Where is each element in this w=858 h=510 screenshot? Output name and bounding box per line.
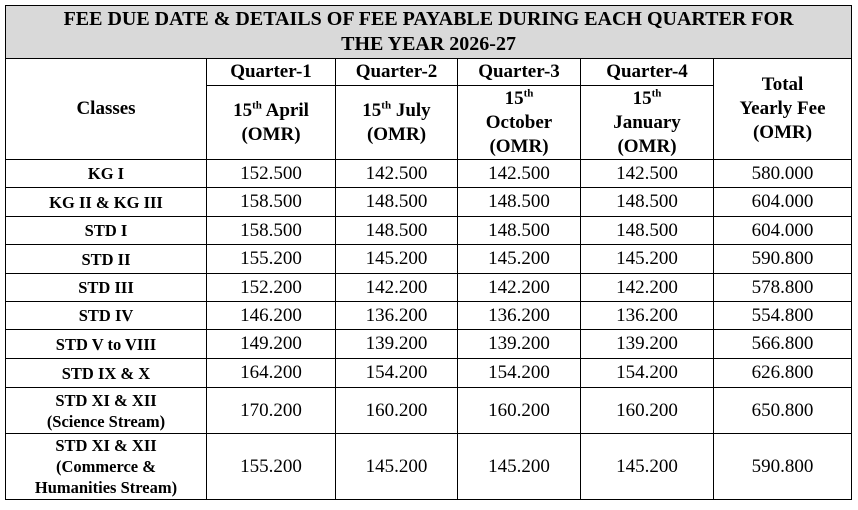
quarter-4-due-date <box>581 86 714 160</box>
q1-day: 15 <box>233 99 253 121</box>
class-name-line: KG I <box>87 164 125 183</box>
q1-fee-cell: 170.200 <box>207 388 336 434</box>
class-name-cell <box>6 434 207 500</box>
class-name-line: (Science Stream) <box>46 411 166 431</box>
quarter-4-header: Quarter-4 <box>581 59 714 86</box>
q2-fee-cell: 142.200 <box>336 274 458 302</box>
q4-fee-cell: 142.200 <box>581 274 714 302</box>
title-line-2: THE YEAR 2026-27 <box>341 33 516 55</box>
q4-fee-cell: 145.200 <box>581 434 714 500</box>
total-fee-cell: 566.800 <box>714 330 852 359</box>
class-name-line: STD I <box>84 221 128 240</box>
q1-fee-cell: 152.500 <box>207 160 336 188</box>
q3-fee-cell: 139.200 <box>458 330 581 359</box>
fee-rows <box>6 160 852 500</box>
class-name-line: STD IV <box>78 306 134 325</box>
class-name-cell <box>6 359 207 388</box>
class-name-line: STD III <box>78 278 134 297</box>
q1-fee-cell: 149.200 <box>207 330 336 359</box>
classes-header: Classes <box>6 59 207 160</box>
q3-fee-cell: 154.200 <box>458 359 581 388</box>
q2-day: 15 <box>362 99 382 121</box>
table-row <box>6 302 852 330</box>
q3-fee-cell: 142.500 <box>458 160 581 188</box>
total-header-line-1: Total <box>761 74 804 95</box>
quarter-2-due-date <box>336 86 458 160</box>
q4-day-suffix: th <box>651 87 662 100</box>
q4-fee-cell: 154.200 <box>581 359 714 388</box>
class-name-cell <box>6 245 207 274</box>
table-row <box>6 330 852 359</box>
class-name-line: Humanities Stream) <box>34 478 178 497</box>
q4-fee-cell: 136.200 <box>581 302 714 330</box>
total-fee-cell: 554.800 <box>714 302 852 330</box>
total-fee-cell: 604.000 <box>714 188 852 217</box>
total-fee-cell: 578.800 <box>714 274 852 302</box>
q2-fee-cell: 145.200 <box>336 245 458 274</box>
q1-fee-cell: 146.200 <box>207 302 336 330</box>
class-name-line: STD IX & X <box>61 363 151 383</box>
table-row <box>6 160 852 188</box>
q3-month: October <box>485 111 553 133</box>
q4-fee-cell: 148.500 <box>581 217 714 245</box>
q3-fee-cell: 145.200 <box>458 245 581 274</box>
q4-month: January <box>613 111 681 133</box>
total-fee-cell: 590.800 <box>714 434 852 500</box>
q3-fee-cell: 142.200 <box>458 274 581 302</box>
q2-fee-cell: 148.500 <box>336 217 458 245</box>
q2-day-suffix: th <box>381 99 392 112</box>
q1-fee-cell: 155.200 <box>207 245 336 274</box>
q4-day: 15 <box>632 87 652 109</box>
q3-fee-cell: 148.500 <box>458 188 581 217</box>
class-name-cell <box>6 188 207 217</box>
class-name-cell <box>6 302 207 330</box>
q2-fee-cell: 148.500 <box>336 188 458 217</box>
q3-currency: (OMR) <box>489 135 549 157</box>
q2-fee-cell: 160.200 <box>336 388 458 434</box>
quarter-2-header: Quarter-2 <box>336 59 458 86</box>
q3-day: 15 <box>504 87 524 109</box>
table-title <box>6 6 852 59</box>
q1-fee-cell: 164.200 <box>207 359 336 388</box>
table-row <box>6 188 852 217</box>
q2-fee-cell: 154.200 <box>336 359 458 388</box>
table-row <box>6 245 852 274</box>
q4-fee-cell: 160.200 <box>581 388 714 434</box>
q1-month: April <box>261 99 309 121</box>
quarter-1-header: Quarter-1 <box>207 59 336 86</box>
table-row <box>6 359 852 388</box>
q2-fee-cell: 139.200 <box>336 330 458 359</box>
q4-fee-cell: 139.200 <box>581 330 714 359</box>
total-header-line-2: Yearly Fee <box>739 98 826 119</box>
class-name-line: STD XI & XII <box>55 390 157 410</box>
quarter-3-header: Quarter-3 <box>458 59 581 86</box>
total-fee-cell: 650.800 <box>714 388 852 434</box>
q2-currency: (OMR) <box>366 123 427 145</box>
class-name-cell <box>6 388 207 434</box>
q1-fee-cell: 158.500 <box>207 188 336 217</box>
class-name-cell <box>6 330 207 359</box>
class-name-line: STD II <box>81 249 131 269</box>
q3-fee-cell: 145.200 <box>458 434 581 500</box>
q4-fee-cell: 148.500 <box>581 188 714 217</box>
class-name-cell <box>6 160 207 188</box>
q1-fee-cell: 158.500 <box>207 217 336 245</box>
total-fee-cell: 626.800 <box>714 359 852 388</box>
table-row <box>6 274 852 302</box>
table-row <box>6 388 852 434</box>
class-name-cell <box>6 274 207 302</box>
q3-day-suffix: th <box>523 87 534 100</box>
q1-day-suffix: th <box>252 99 262 112</box>
fee-table <box>5 5 852 500</box>
class-name-cell <box>6 217 207 245</box>
q3-fee-cell: 136.200 <box>458 302 581 330</box>
total-header-line-3: (OMR) <box>752 122 813 143</box>
q4-fee-cell: 142.500 <box>581 160 714 188</box>
q2-fee-cell: 136.200 <box>336 302 458 330</box>
quarter-3-due-date <box>458 86 581 160</box>
total-fee-cell: 604.000 <box>714 217 852 245</box>
q2-month: July <box>391 99 431 121</box>
total-yearly-fee-header <box>714 59 852 160</box>
table-row <box>6 217 852 245</box>
q4-currency: (OMR) <box>617 135 677 157</box>
q1-fee-cell: 152.200 <box>207 274 336 302</box>
quarter-1-due-date <box>207 86 336 160</box>
class-name-line: STD XI & XII <box>55 436 157 455</box>
class-name-line: (Commerce & <box>55 457 156 476</box>
q1-fee-cell: 155.200 <box>207 434 336 500</box>
q1-currency: (OMR) <box>241 123 301 145</box>
q4-fee-cell: 145.200 <box>581 245 714 274</box>
q2-fee-cell: 142.500 <box>336 160 458 188</box>
q3-fee-cell: 160.200 <box>458 388 581 434</box>
table-row <box>6 434 852 500</box>
title-line-1: FEE DUE DATE & DETAILS OF FEE PAYABLE DURING EACH QUARTER FOR <box>63 8 794 30</box>
class-name-line: STD V to VIII <box>55 334 157 354</box>
q2-fee-cell: 145.200 <box>336 434 458 500</box>
total-fee-cell: 580.000 <box>714 160 852 188</box>
total-fee-cell: 590.800 <box>714 245 852 274</box>
class-name-line: KG II & KG III <box>49 192 163 212</box>
q3-fee-cell: 148.500 <box>458 217 581 245</box>
